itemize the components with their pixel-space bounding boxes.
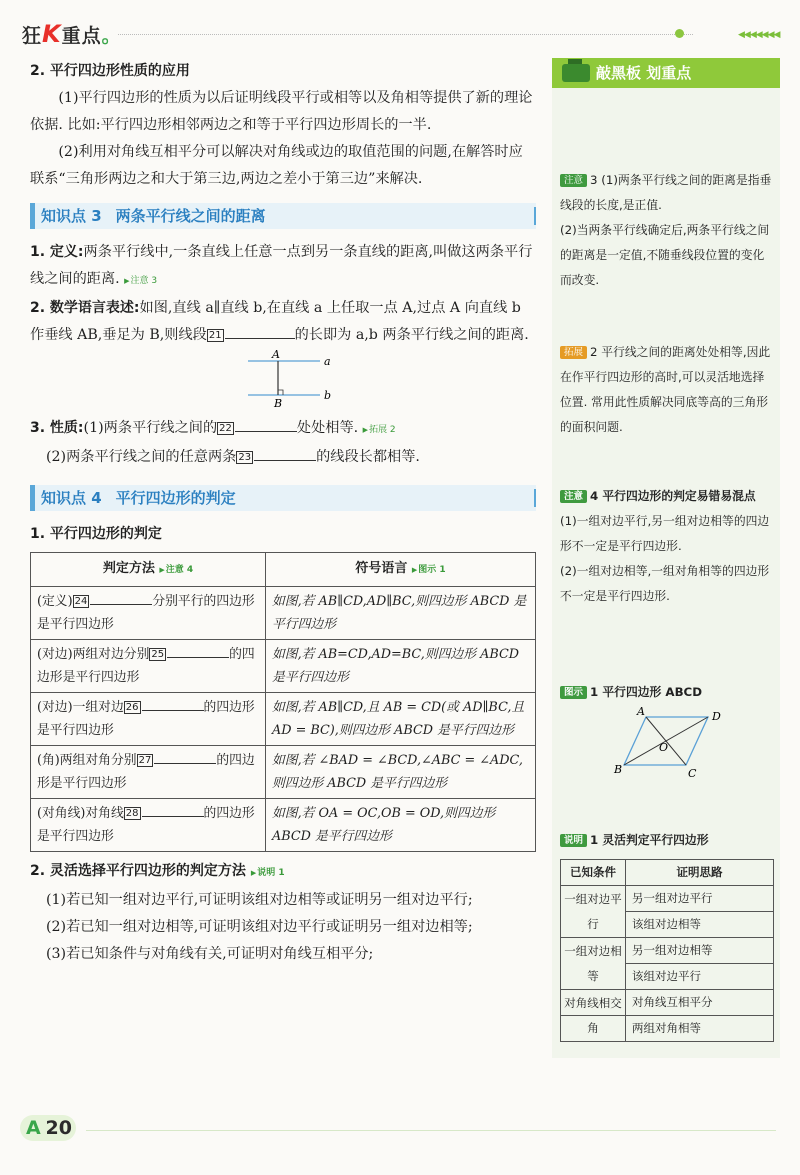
table-cell: 另一组对边平行 — [626, 886, 774, 912]
note-text: (1)一组对边平行,另一组对边相等的四边形不一定是平行四边形. — [560, 514, 770, 553]
blank-number: 23 — [238, 452, 252, 463]
brand-logo: 狂K重点。 — [22, 20, 122, 48]
table-cell: 角 — [561, 1016, 626, 1042]
brand-text-a: 狂 — [22, 25, 43, 47]
proof-strategy-table — [560, 859, 774, 1042]
figure-pill: 图示 — [560, 686, 587, 699]
table-row — [561, 938, 774, 964]
page-a-icon: A — [26, 1117, 41, 1139]
explain-1-block: 说明 1 灵活判定平行四边形 已知条件 证明思路 一组对边平行 另一组对边平行 该组对边相等 一组对边相等 另一组对边相等 该组对边平行 对角线相交 对角线互相平分 角 两组对角相等 — [560, 828, 774, 1042]
blank-number: 27 — [138, 755, 152, 766]
table-row — [561, 990, 774, 1016]
kp-title: 两条平行线之间的距离 — [115, 207, 266, 225]
table-cell: 一组对边平行 — [561, 886, 626, 938]
note-text: (2)当两条平行线确定后,两条平行线之间的距离是一定值,不随垂线段位置的变化而改变. — [560, 223, 770, 287]
note-3-block: 注意 3 (1)两条平行线之间的距离是指垂线段的长度,是正值. (2)当两条平行线确定后,两条平行线之间的距离是一定值,不随垂线段位置的变化而改变. — [560, 168, 774, 293]
label-b: b — [324, 389, 332, 402]
label-C: C — [688, 767, 697, 780]
item-text: 处处相等. — [296, 420, 359, 436]
item-label: 3. 性质: — [30, 420, 84, 436]
table-header: 已知条件 — [561, 860, 626, 886]
parallel-lines-figure — [30, 349, 536, 415]
property-item-2 — [30, 444, 536, 471]
item-text: 的线段长都相等. — [316, 449, 420, 465]
knowledge-point-3-bar — [30, 203, 536, 229]
table-row — [31, 640, 536, 693]
table-cell: (对边)一组对边 26 的四边形是平行四边形 — [31, 693, 266, 746]
label-O: O — [659, 741, 669, 754]
table-header-row — [31, 553, 536, 587]
blank-number: 25 — [151, 649, 165, 660]
figure-1-block: 图示 1 平行四边形 ABCD A D B C O — [560, 680, 774, 790]
table-header: 判定方法 ▶ 注意 4 — [31, 553, 266, 587]
criteria-table — [30, 552, 536, 852]
table-cell: 该组对边平行 — [626, 964, 774, 990]
parallelogram-figure — [560, 705, 774, 781]
table-cell: 如图,若 OA = OC,OB = OD,则四边形 ABCD 是平行四边形 — [266, 799, 536, 852]
paragraph: (1)平行四边形的性质为以后证明线段平行或相等以及角相等提供了新的理论依据. 比如:平行四边形相邻两边之和等于平行四边形周长的一半. — [30, 90, 533, 133]
table-cell: 对角线互相平分 — [626, 990, 774, 1016]
main-column — [30, 58, 536, 968]
blank-number: 26 — [125, 702, 139, 713]
blank-number: 24 — [74, 596, 88, 607]
table-header-row — [561, 860, 774, 886]
extension-tag[interactable]: ▶ 拓展 2 — [363, 425, 396, 435]
property-item — [30, 415, 536, 444]
paragraph: (2)若已知一组对边相等,可证明该组对边平行或证明另一组对边相等; — [46, 919, 473, 935]
item-text: (2)两条平行线之间的任意两条 — [46, 449, 237, 465]
paragraph: (1)若已知一组对边平行,可证明该组对边相等或证明另一组对边平行; — [46, 892, 473, 908]
table-cell: (定义) 24 分别平行的四边形是平行四边形 — [31, 587, 266, 640]
item-label: 1. 定义: — [30, 244, 84, 260]
kp-number: 知识点 3 — [41, 207, 102, 225]
label-B: B — [274, 397, 283, 410]
item-text: (1)两条平行线之间的 — [83, 420, 218, 436]
item-text: 两条平行线中,一条直线上任意一点到另一条直线的距离,叫做这两条平行线之间的距离. — [30, 244, 533, 287]
blank-number: 28 — [125, 808, 139, 819]
brand-k: K — [42, 20, 62, 48]
answer-blank[interactable] — [142, 696, 204, 711]
extension-pill: 拓展 — [560, 346, 587, 359]
table-cell: 如图,若 AB∥CD,且 AB = CD(或 AD∥BC,且 AD = BC),则四边形 ABCD 是平行四边形 — [266, 693, 536, 746]
note-tag[interactable]: ▶ 注意 4 — [159, 565, 193, 575]
table-cell: 如图,若 AB=CD,AD=BC,则四边形 ABCD 是平行四边形 — [266, 640, 536, 693]
parallel-lines-svg — [30, 349, 536, 415]
header-rule — [118, 34, 693, 35]
label-D: D — [712, 710, 721, 723]
label-A: A — [637, 705, 645, 718]
page-number-badge — [20, 1115, 76, 1141]
section-title: 2. 灵活选择平行四边形的判定方法 ▶ 说明 1 — [30, 858, 536, 887]
paragraph: (3)若已知条件与对角线有关,可证明对角线互相平分; — [46, 946, 374, 962]
sidebar-title: 敲黑板 划重点 — [596, 64, 692, 82]
note-pill: 注意 — [560, 490, 587, 503]
note-text: (2)一组对边相等,一组对角相等的四边形不一定是平行四边形. — [560, 564, 770, 603]
section-title: 1. 平行四边形的判定 — [30, 526, 162, 542]
note-4-block: 注意 4 平行四边形的判定易错易混点 (1)一组对边平行,另一组对边相等的四边形不一定是平行四边形. (2)一组对边相等,一组对角相等的四边形不一定是平行四边形. — [560, 484, 774, 609]
answer-blank[interactable] — [142, 802, 204, 817]
explain-tag[interactable]: ▶ 说明 1 — [251, 868, 285, 878]
blank-number: 22 — [219, 423, 232, 434]
table-header: 证明思路 — [626, 860, 774, 886]
brand-text-b: 重点 — [61, 25, 102, 47]
paragraph: (2)利用对角线互相平分可以解决对角线或边的取值范围的问题,在解答时应联系“三角形两边之和大于第三边,两边之差小于第三边”来解决. — [30, 144, 523, 187]
table-cell: 一组对边相等 — [561, 938, 626, 990]
extension-2-block: 拓展 2 平行线之间的距离处处相等,因此在作平行四边形的高时,可以灵活地选择位置. 常用此性质解决同底等高的三角形的面积问题. — [560, 345, 771, 434]
footer-line — [86, 1130, 776, 1131]
answer-blank[interactable] — [90, 590, 152, 605]
label-a: a — [324, 355, 331, 368]
answer-blank[interactable] — [225, 324, 295, 339]
header-arrows-icon: ◀◀◀◀◀◀◀ — [738, 30, 780, 40]
table-row — [561, 886, 774, 912]
knowledge-point-4-bar — [30, 485, 536, 511]
note-pill: 注意 — [560, 174, 587, 187]
section-title: 2. 平行四边形性质的应用 — [30, 63, 190, 79]
sidebar — [552, 58, 780, 1058]
table-cell: 另一组对边相等 — [626, 938, 774, 964]
table-cell: 对角线相交 — [561, 990, 626, 1016]
explain-pill: 说明 — [560, 834, 587, 847]
table-header: 符号语言 ▶ 图示 1 — [266, 553, 536, 587]
table-row — [31, 799, 536, 852]
math-language-item — [30, 295, 536, 349]
definition-item — [30, 239, 536, 295]
table-row — [561, 1016, 774, 1042]
answer-blank[interactable] — [254, 446, 316, 461]
kp-number: 知识点 4 — [41, 489, 102, 507]
item-label: 2. 数学语言表述: — [30, 300, 140, 316]
answer-blank[interactable] — [167, 643, 229, 658]
figure-tag[interactable]: ▶ 图示 1 — [412, 565, 446, 575]
answer-blank[interactable] — [235, 417, 297, 432]
note-tag[interactable]: ▶ 注意 3 — [124, 276, 157, 286]
table-cell: 如图,若 AB∥CD,AD∥BC,则四边形 ABCD 是平行四边形 — [266, 587, 536, 640]
table-row — [31, 587, 536, 640]
sidebar-header — [552, 58, 780, 88]
table-row — [31, 746, 536, 799]
blackboard-icon — [562, 64, 590, 82]
header-dot — [675, 29, 684, 38]
label-B: B — [614, 763, 623, 776]
item-text: 如图,直线 a∥直线 b,在直线 a 上任取一点 A,过点 A 向直线 b 作垂线 AB,垂足为 B,则线段 — [30, 300, 521, 343]
answer-blank[interactable] — [154, 749, 216, 764]
table-cell: 两组对角相等 — [626, 1016, 774, 1042]
kp-title: 平行四边形的判定 — [115, 489, 236, 507]
blank-number: 21 — [208, 330, 222, 341]
item-text: 的长即为 a,b 两条平行线之间的距离. — [294, 327, 529, 343]
table-cell: 该组对边相等 — [626, 912, 774, 938]
table-cell: (对角线)对角线 28 的四边形是平行四边形 — [31, 799, 266, 852]
label-A: A — [272, 349, 280, 361]
page-number: 20 — [45, 1117, 72, 1139]
table-cell: (对边)两组对边分别 25 的四边形是平行四边形 — [31, 640, 266, 693]
table-cell: 如图,若 ∠BAD = ∠BCD,∠ABC = ∠ADC,则四边形 ABCD 是平行四边形 — [266, 746, 536, 799]
table-row — [31, 693, 536, 746]
table-cell: (角)两组对角分别 27 的四边形是平行四边形 — [31, 746, 266, 799]
